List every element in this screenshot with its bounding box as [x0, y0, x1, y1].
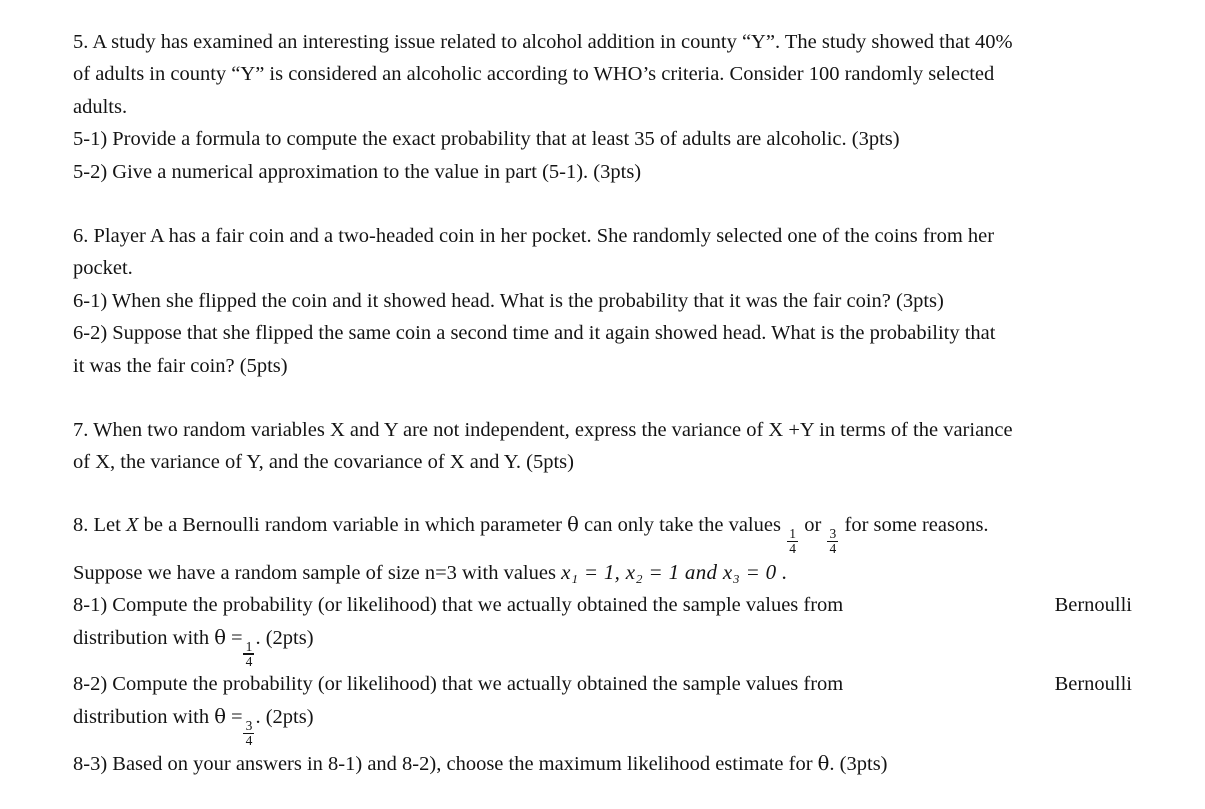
question-8-stem-after-var: be a Bernoulli random variable in which parameter [138, 513, 568, 536]
question-8-sample-prefix: Suppose we have a random sample of size n=3 with values [73, 561, 562, 584]
question-7 [73, 414, 1132, 479]
fraction-denominator: 4 [245, 732, 253, 748]
sample-values-expression: x₁ = 1, x₂ = 1 and x₃ = 0 . [561, 559, 788, 584]
question-5-stem-line-2: of adults in county “Y” is considered an alcoholic according to WHO’s criteria. Consider 100 randomly selected [73, 63, 995, 86]
fraction-one-quarter [787, 527, 798, 556]
fraction-numerator: 1 [245, 638, 253, 654]
question-5-1: 5-1) Provide a formula to compute the exact probability that at least 35 of adults are alcoholic. (3pts) [73, 128, 900, 151]
fraction-numerator: 3 [245, 717, 253, 733]
question-6-stem-line-1: 6. Player A has a fair coin and a two-headed coin in her pocket. She randomly selected one of the coins from her [73, 225, 995, 248]
question-8-2-points: . (2pts) [255, 705, 314, 728]
question-7-stem-line-2: of X, the variance of Y, and the covariance of X and Y. (5pts) [73, 451, 574, 474]
question-6 [73, 220, 1132, 382]
fraction-numerator: 1 [789, 525, 796, 541]
question-8-3-text: 8-3) Based on your answers in 8-1) and 8-2), choose the maximum likelihood estimate for [73, 752, 818, 775]
question-8-stem-tail: for some reasons. [839, 513, 989, 536]
fraction-denominator: 4 [245, 653, 253, 669]
question-8-3-points: . (3pts) [829, 752, 888, 775]
question-8-2-line-1 [73, 668, 1132, 700]
question-8-2-text: 8-2) Compute the probability (or likelihood) that we actually obtained the sample values from [73, 673, 844, 696]
question-6-2-line-1: 6-2) Suppose that she flipped the same coin a second time and it again showed head. What is the probability that [73, 322, 996, 345]
question-8-2-dist-prefix: distribution with [73, 705, 215, 728]
question-8-1-dist-prefix: distribution with [73, 626, 215, 649]
question-8-stem-line-1 [73, 509, 1132, 556]
fraction-three-quarters [243, 719, 254, 748]
question-7-stem-line-1: 7. When two random variables X and Y are not independent, express the variance of X +Y in terms of the variance [73, 419, 1013, 442]
paragraph-gap [73, 382, 1132, 414]
question-8-1-line-1 [73, 589, 1132, 621]
fraction-one-quarter [243, 640, 254, 669]
theta-symbol: θ [214, 625, 226, 649]
question-5 [73, 26, 1132, 188]
question-8-2-text-end: Bernoulli [1054, 673, 1132, 696]
question-8-1-line-2 [73, 622, 1132, 669]
paragraph-gap [73, 479, 1132, 509]
theta-symbol: θ [817, 751, 830, 775]
question-8-3 [73, 748, 1132, 780]
question-8-1-text-end: Bernoulli [1054, 594, 1132, 617]
question-5-2: 5-2) Give a numerical approximation to the value in part (5-1). (3pts) [73, 160, 642, 183]
question-8-stem-or: or [799, 513, 827, 536]
theta-symbol: θ [567, 512, 579, 536]
question-8-1-points: . (2pts) [255, 626, 314, 649]
question-8 [73, 509, 1132, 780]
theta-symbol: θ [214, 704, 226, 728]
question-8-1-text: 8-1) Compute the probability (or likelihood) that we actually obtained the sample values from [73, 594, 844, 617]
question-5-stem-line-3: adults. [73, 95, 128, 118]
equals-sign: = [225, 705, 243, 728]
question-6-stem-line-2: pocket. [73, 257, 133, 280]
question-8-stem-mid: can only take the values [578, 513, 787, 536]
random-variable-X: X [125, 513, 139, 536]
equals-sign: = [225, 626, 243, 649]
question-6-2-line-2: it was the fair coin? (5pts) [73, 354, 288, 377]
fraction-three-quarters [827, 527, 838, 556]
question-8-stem-prefix: 8. Let [73, 513, 126, 536]
fraction-denominator: 4 [829, 540, 837, 556]
paragraph-gap [73, 188, 1132, 220]
fraction-numerator: 3 [829, 525, 837, 541]
fraction-denominator: 4 [789, 540, 796, 556]
question-6-1: 6-1) When she flipped the coin and it showed head. What is the probability that it was the fair coin? (3pts) [73, 289, 944, 312]
question-8-stem-line-2 [73, 556, 1132, 589]
question-5-stem-line-1: 5. A study has examined an interesting issue related to alcohol addition in county “Y”. The study showed that 40% [73, 31, 1013, 53]
question-8-2-line-2 [73, 701, 1132, 748]
